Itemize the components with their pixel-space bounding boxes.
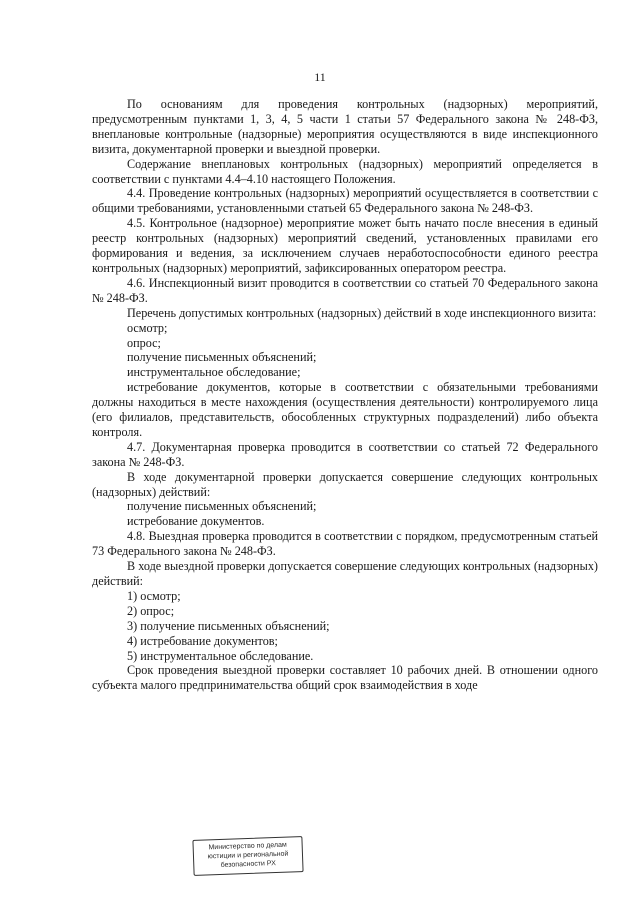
list-item: 3) получение письменных объяснений; [127, 618, 330, 633]
list-item: инструментальное обследование; [127, 365, 301, 380]
paragraph: В ходе выездной проверки допускается совершение следующих контрольных (надзорных) действий: [92, 559, 598, 588]
paragraph: 4.5. Контрольное (надзорное) мероприятие может быть начато после внесения в единый реестр контрольных (надзорных) мероприятий сведений, установленных правилами его формирования и ведения, за исключением случаев неработоспособности единого реестра контрольных (надзорных) мероприятий, зафиксированных оператором реестра. [92, 216, 598, 275]
paragraph: 4.7. Документарная проверка проводится в соответствии со статьей 72 Федерального закона № 248-ФЗ. [92, 439, 598, 469]
paragraph: 4.8. Выездная проверка проводится в соответствии с порядком, предусмотренным статьей 73 Федерального закона № 248-ФЗ. [92, 529, 598, 559]
list-item: опрос; [127, 335, 161, 350]
paragraph: В ходе документарной проверки допускается совершение следующих контрольных (надзорных) действий: [92, 469, 598, 499]
paragraph: Срок проведения выездной проверки составляет 10 рабочих дней. В отношении одного субъекта малого предпринимательства общий срок взаимодействия в ходе [92, 663, 598, 693]
paragraph: Содержание внеплановых контрольных (надзорных) мероприятий определяется в соответствии с пунктами 4.4–4.10 настоящего Положения. [92, 156, 598, 186]
list-item: получение письменных объяснений; [127, 350, 317, 365]
paragraph: 4.6. Инспекционный визит проводится в соответствии со статьей 70 Федерального закона № 248-ФЗ. [92, 275, 598, 305]
paragraph: истребование документов, которые в соответствии с обязательными требованиями должны находиться в месте нахождения (осуществления деятельности) контролируемого лица (его филиалов, представительств, обособленных структурных подразделений) либо объекта контроля. [92, 380, 598, 439]
stamp-line: юстиции и региональной [207, 850, 289, 861]
stamp-line: безопасности РХ [220, 860, 277, 869]
list-item: 5) инструментальное обследование. [127, 648, 314, 663]
list-item: 4) истребование документов; [127, 633, 278, 648]
list-item: 2) опрос; [127, 603, 175, 618]
ministry-stamp [192, 836, 303, 876]
paragraph: По основаниям для проведения контрольных (надзорных) мероприятий, предусмотренным пунктами 1, 3, 4, 5 части 1 статьи 57 Федерального закона № 248-ФЗ, внеплановые контрольные (надзорные) мероприятия осуществляются в виде инспекционного визита, документарной проверки и выездной проверки. [92, 97, 598, 156]
paragraph: Перечень допустимых контрольных (надзорных) действий в ходе инспекционного визита: [127, 305, 597, 320]
document-body [92, 97, 598, 693]
list-item: 1) осмотр; [127, 588, 181, 603]
list-item: истребование документов. [127, 514, 265, 529]
paragraph: 4.4. Проведение контрольных (надзорных) мероприятий осуществляется в соответствии с общими требованиями, установленными статьей 65 Федерального закона № 248-ФЗ. [92, 186, 598, 216]
list-item: получение письменных объяснений; [127, 499, 317, 514]
stamp-line: Министерство по делам [208, 841, 287, 852]
list-item: осмотр; [127, 320, 168, 335]
page-number: 11 [314, 70, 326, 84]
